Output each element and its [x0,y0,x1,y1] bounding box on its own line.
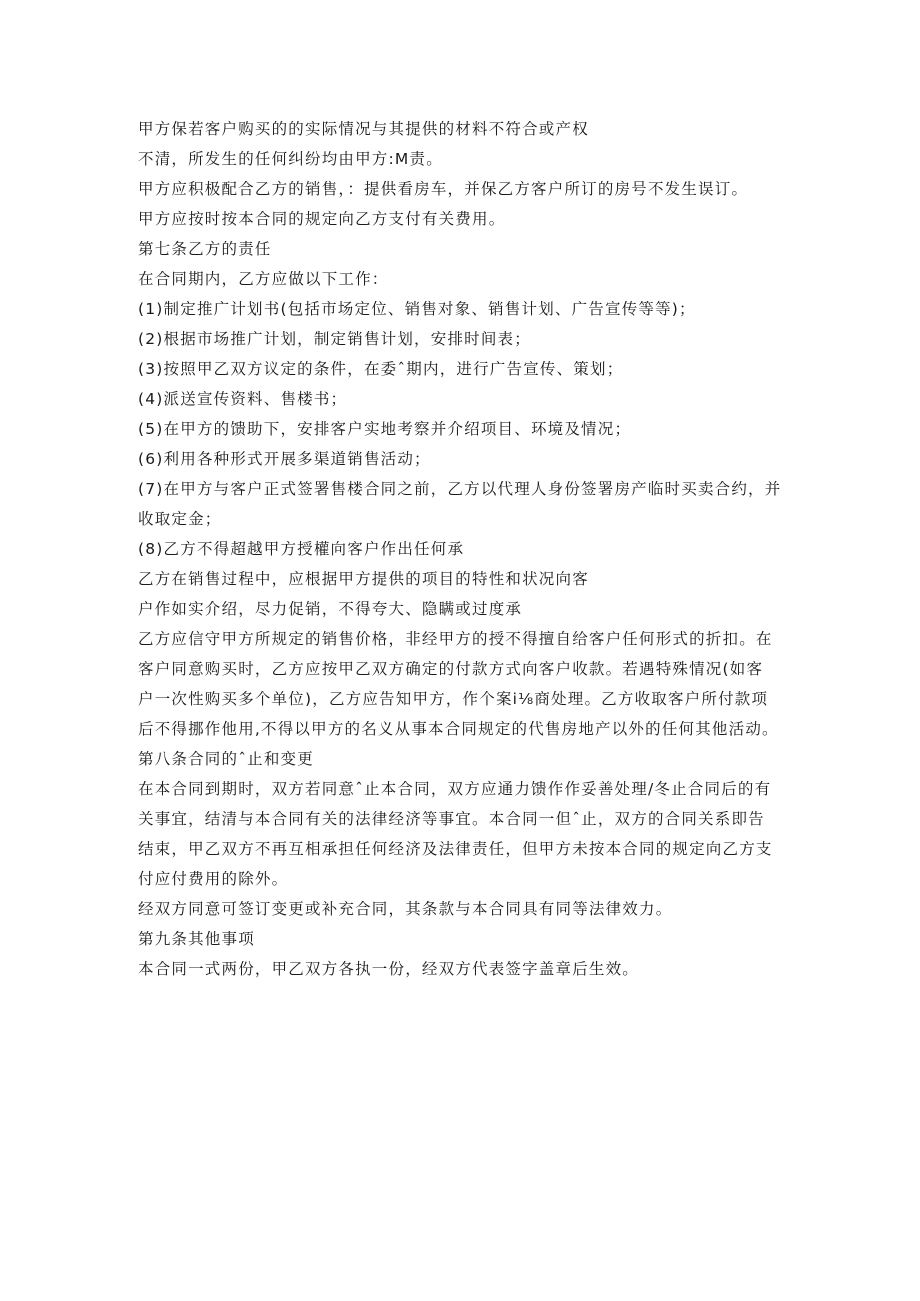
paragraph-line: 甲方应积极配合乙方的销售，：提供看房车，并保乙方客户所订的房号不发生误订。 [138,180,749,198]
document-body [138,114,798,984]
paragraph-line: 乙方应信守甲方所规定的销售价格，非经甲方的授不得擅自给客户任何形式的折扣。在 [138,630,773,648]
paragraph-line: 甲方应按时按本合同的规定向乙方支付有关费用。 [138,210,506,228]
paragraph-line: 经双方同意可签订变更或补充合同，其条款与本合同具有同等法律效力。 [138,900,673,918]
list-item: (2)根据市场推广计划，制定销售计划，安排时间表； [138,330,531,348]
paragraph-line: 在合同期内，乙方应做以下工作： [138,270,389,288]
list-item: (7)在甲方与客户正式签署售楼合同之前，乙方以代理人身份签署房产临时买卖合约，并 [138,480,782,498]
list-item: (5)在甲方的馈助下，安排客户实地考察并介绍项目、环境及情况； [138,420,632,438]
paragraph-line: 甲方保若客户购买的的实际情况与其提供的材料不符合或产权 [138,120,589,138]
list-item: (8)乙方不得超越甲方授權向客户作出任何承 [138,540,465,558]
section-heading: 第九条其他事项 [138,930,255,948]
paragraph-line: 付应付费用的除外。 [138,870,289,888]
paragraph-line: 乙方在销售过程中，应根据甲方提供的项目的特性和状况向客 [138,570,589,588]
section-heading: 第八条合同的ˆ止和变更 [138,750,314,768]
paragraph-line: 后不得挪作他用,不得以甲方的名义从事本合同规定的代售房地产以外的任何其他活动。 [138,720,779,738]
list-item: (3)按照甲乙双方议定的条件，在委ˆ期内，进行广告宣传、策划； [138,360,624,378]
list-item-continuation: 收取定金； [138,510,222,528]
paragraph-line: 结束，甲乙双方不再互相承担任何经济及法律责任，但甲方未按本合同的规定向乙方支 [138,840,773,858]
list-item: (1)制定推广计划书(包括市场定位、销售对象、销售计划、广告宣传等等)； [138,300,696,318]
paragraph-line: 户作如实介绍，尽力促销，不得夸大、隐瞒或过度承 [138,600,523,618]
paragraph-line: 在本合同到期时，双方若同意ˆ止本合同，双方应通力馈作作妥善处理/冬止合同后的有 [138,780,772,798]
paragraph-line: 不清，所发生的任何纠纷均由甲方:M责。 [138,150,443,168]
list-item: (6)利用各种形式开展多渠道销售活动； [138,450,431,468]
list-item: (4)派送宣传资料、售楼书； [138,390,348,408]
paragraph-line: 本合同一式两份，甲乙双方各执一份，经双方代表签字盖章后生效。 [138,960,640,978]
paragraph-line: 户一次性购买多个单位)，乙方应告知甲方，作个案i⅛商处理。乙方收取客户所付款项 [138,690,769,708]
section-heading: 第七条乙方的责任 [138,240,272,258]
paragraph-line: 客户同意购买时，乙方应按甲乙双方确定的付款方式向客户收款。若遇特殊情况(如客 [138,660,764,678]
paragraph-line: 关事宜，结清与本合同有关的法律经济等事宜。本合同一但ˆ止，双方的合同关系即告 [138,810,765,828]
